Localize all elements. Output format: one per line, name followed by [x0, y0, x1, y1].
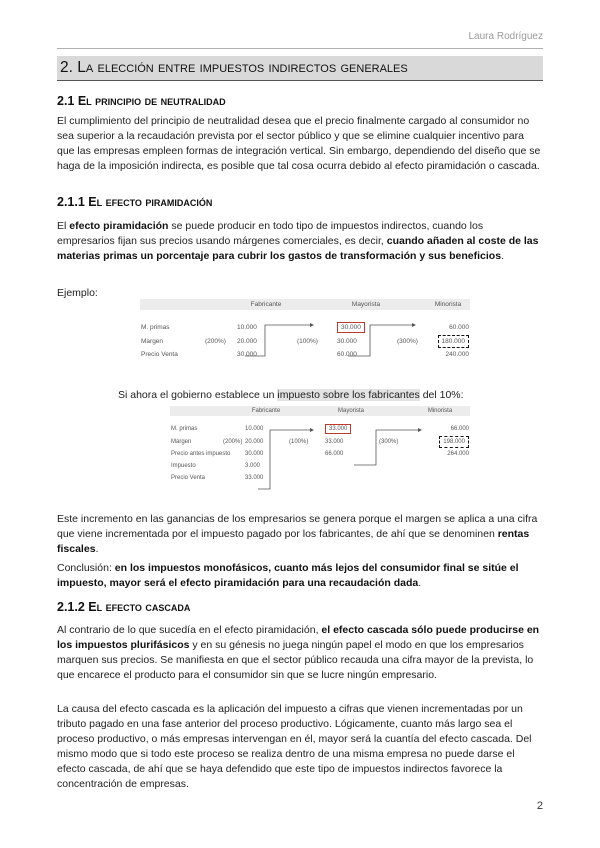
cell-fabricante: 30.000 — [245, 451, 264, 457]
dashed-highlight: 180.000 — [438, 335, 470, 348]
row-label: Impuesto — [171, 463, 196, 469]
dashed-highlight: 198.000 — [439, 436, 469, 448]
cell-minorista: 264.000 — [447, 451, 469, 457]
text-span: se puede producir en todo tipo de impuestos indirectos, cuando los empresarios fijan sus precios usando márgenes comerciales, es decir, — [57, 220, 484, 247]
cell-fabricante: 10.000 — [237, 323, 257, 331]
row-percent — [204, 319, 236, 335]
cell-minorista: 240.000 — [445, 351, 469, 358]
text-span: Si ahora el gobierno establece un — [118, 389, 278, 401]
highlighted-value: 33.000 — [325, 424, 351, 434]
table-row — [170, 448, 470, 460]
row-percent: (300%) — [397, 338, 418, 345]
text-span: . — [418, 577, 422, 589]
table-row — [170, 472, 470, 484]
row-percent — [288, 422, 324, 436]
row-percent: (200%) — [223, 439, 243, 445]
text-span: . — [95, 543, 99, 555]
row-percent: (300%) — [379, 439, 399, 445]
bold-span: rentas fiscales — [57, 528, 530, 555]
cell-mayorista: 60.000 — [337, 351, 357, 358]
text-span: El — [57, 220, 70, 232]
heading-2-1-1: 2.1.1 El efecto piramidación — [57, 195, 213, 209]
cell-mayorista — [336, 319, 396, 335]
table-row — [170, 422, 470, 436]
cell-fabricante: 10.000 — [245, 426, 264, 432]
row-percent — [296, 348, 336, 361]
example-table-1 — [140, 299, 470, 367]
section-heading-bar — [57, 56, 543, 81]
paragraph-conclusion — [57, 561, 543, 591]
column-header: Mayorista — [351, 301, 381, 308]
row-label: M. primas — [171, 426, 198, 432]
highlighted-value: 30.000 — [337, 322, 365, 333]
column-header: Fabricante — [251, 408, 281, 414]
column-header: Mayorista — [337, 408, 364, 414]
example-table-2 — [170, 406, 470, 496]
heading-2-1: 2.1 El principio de neutralidad — [57, 94, 226, 108]
text-span: Este incremento en las ganancias de los empresarios se genera porque el margen se aplica a una cifra que viene incrementada por el impuesto pagado por los fabricantes, de ahí que se denominen — [57, 513, 538, 540]
row-percent — [378, 422, 410, 436]
cell-fabricante: 33.000 — [245, 475, 264, 481]
cell-fabricante: 3.000 — [245, 463, 261, 469]
section-title-text: La elección entre impuestos indirectos generales — [77, 59, 408, 76]
row-percent: (100%) — [297, 338, 318, 345]
column-header: Minorista — [434, 301, 462, 308]
row-label: Margen — [141, 338, 164, 345]
header-rule — [57, 48, 543, 49]
heading-2-1-2: 2.1.2 El efecto cascada — [57, 600, 191, 614]
bold-span: en los impuestos monofásicos, cuanto más lejos del consumidor final se sitúe el impuesto, mayor será el efecto piramidación para una recaudación dada — [57, 562, 519, 589]
author-name: Laura Rodríguez — [468, 31, 543, 42]
paragraph-cascada-2: La causa del efecto cascada es la aplicación del impuesto a cifras que vienen incrementadas por un tributo pagado en una fase anterior del proceso productivo. Lógicamente, cuanto más largo sea el proceso productivo, o más empresas intervengan en él, mayor será la cuantía del efecto cascada. Del mismo modo que si todo este proceso se realiza dentro de una misma empresa no puede darse el efecto cascada, de ahí que se haya defendido que este tipo de impuestos indirectos favorece la concentración de empresas. — [57, 703, 532, 790]
table-row — [140, 335, 470, 348]
text-span: . — [501, 250, 504, 262]
cell-mayorista: 33.000 — [325, 439, 344, 445]
cell-fabricante: 20.000 — [237, 338, 257, 345]
page-number: 2 — [536, 800, 543, 812]
cell-fabricante: 30.000 — [237, 351, 257, 358]
row-label: Precio Venta — [171, 475, 206, 481]
bold-span: efecto piramidación — [69, 220, 169, 232]
cell-minorista — [410, 436, 470, 448]
row-label: Margen — [171, 439, 192, 445]
table-row — [170, 436, 470, 448]
cell-minorista: 60.000 — [449, 323, 469, 331]
cell-fabricante: 20.000 — [245, 439, 264, 445]
row-label: M. primas — [141, 323, 170, 331]
row-percent — [396, 319, 426, 335]
text-span: Conclusión: — [57, 562, 115, 574]
ejemplo-label: Ejemplo: — [57, 287, 98, 299]
table-row — [170, 460, 470, 472]
cell-mayorista — [324, 422, 378, 436]
row-percent — [204, 348, 236, 361]
bold-span: el efecto cascada sólo puede producirse en los impuestos plurifásicos — [57, 624, 540, 651]
section-title — [60, 59, 408, 77]
cell-mayorista: 66.000 — [325, 451, 344, 457]
column-header: Minorista — [427, 408, 453, 414]
row-percent: (100%) — [289, 439, 309, 445]
row-label: Precio Venta — [141, 351, 178, 358]
table-row — [140, 348, 470, 361]
row-percent — [288, 448, 324, 460]
row-percent: (200%) — [205, 338, 226, 345]
row-percent — [296, 319, 336, 335]
row-percent — [396, 348, 426, 361]
text-span: y en su génesis no juega ningún papel el modo en que los empresarios marquen sus precios. Se manifiesta en que el sector público recauda una cifra mayor de la prevista, lo que encarece el producto para el consumidor sin que se lucre ningún empresario. — [57, 639, 534, 681]
cell-mayorista: 30.000 — [337, 338, 357, 345]
paragraph-piramidacion — [57, 219, 543, 264]
column-header: Fabricante — [250, 301, 282, 308]
paragraph-rentas-fiscales — [57, 512, 543, 557]
section-number: 2. — [60, 59, 73, 76]
paragraph-neutralidad: El cumplimiento del principio de neutralidad desea que el precio finalmente cargado al consumidor no sea superior a la recaudación prevista por el sector público y que se elimine cualquier incentivo para que las empresas empleen formas de integración vertical. Sin embargo, dependiendo del diseño que se haga de la imposición indirecta, es posible que tal cosa ocurra debido al efecto piramidación o cascada. — [57, 115, 541, 172]
highlighted-phrase: impuesto sobre los fabricantes — [277, 389, 420, 401]
paragraph-impuesto-fabricantes — [118, 388, 548, 403]
text-span: Al contrario de lo que sucedía en el efecto piramidación, — [57, 624, 322, 636]
cell-minorista — [426, 335, 470, 348]
text-span: del 10%: — [419, 389, 464, 401]
paragraph-cascada-1 — [57, 623, 543, 683]
row-percent — [378, 448, 410, 460]
row-label: Precio antes impuesto — [171, 451, 231, 457]
table-row — [140, 319, 470, 335]
bold-span: cuando añaden al coste de las materias primas un porcentaje para cubrir los gastos de transformación y sus beneficios — [57, 235, 539, 262]
cell-minorista: 66.000 — [450, 426, 469, 432]
